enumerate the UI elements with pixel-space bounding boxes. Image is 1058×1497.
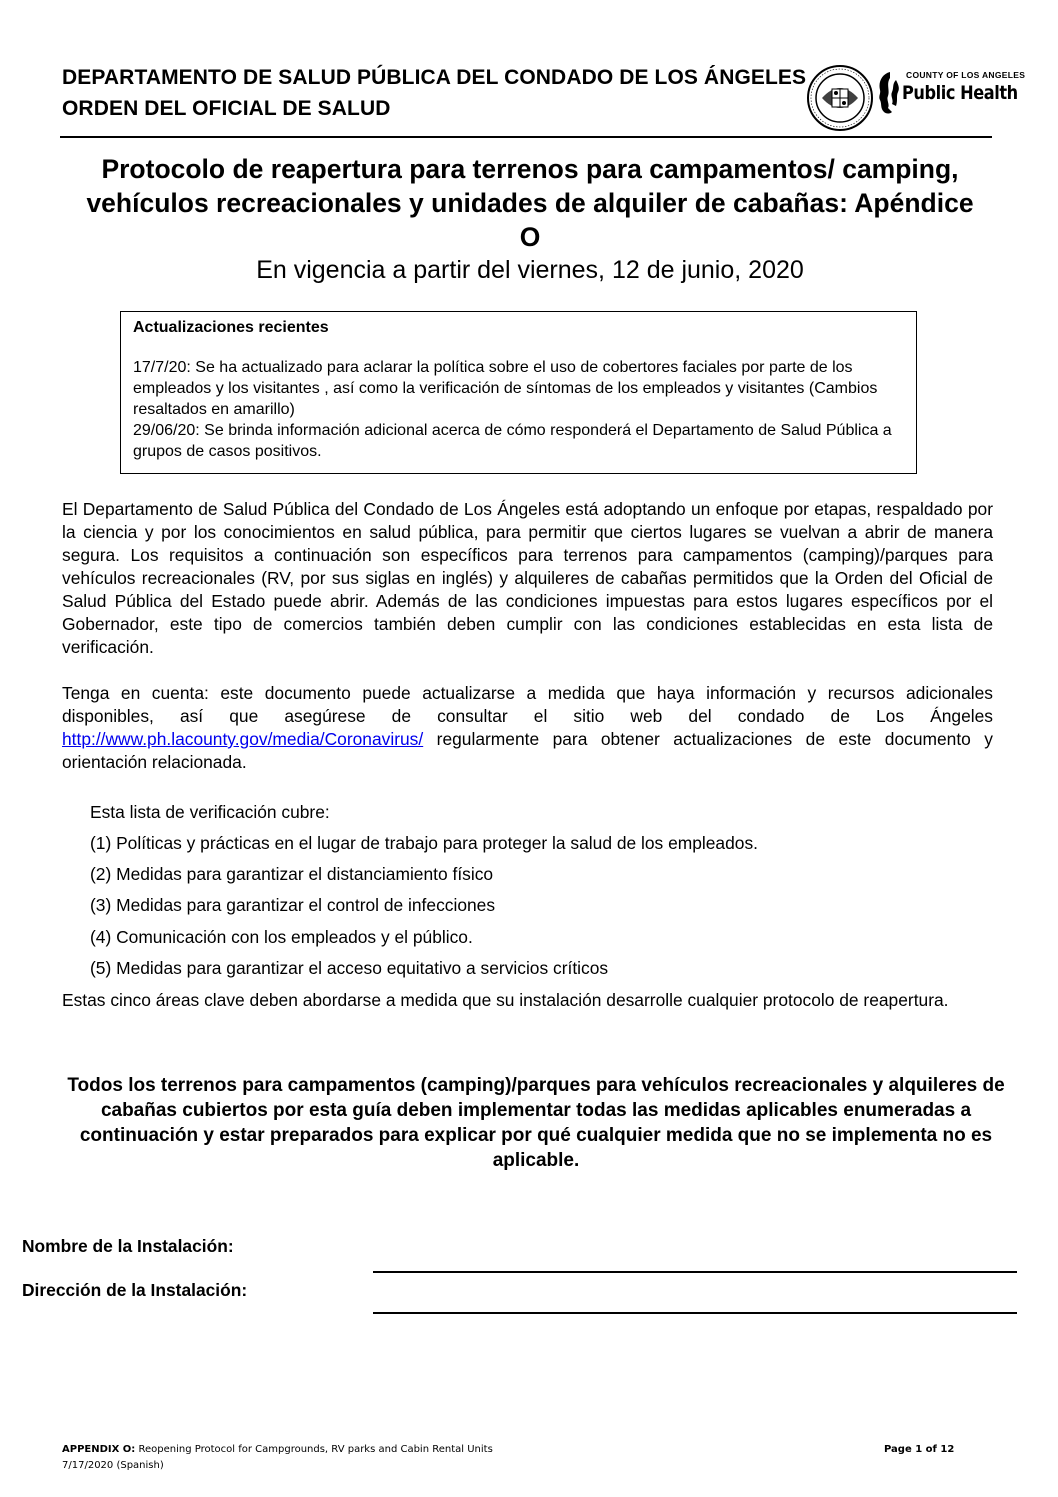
public-health-logo xyxy=(876,68,1032,118)
recent-updates-list xyxy=(133,357,913,462)
implementation-requirement-note: Todos los terrenos para campamentos (camping)/parques para vehículos recreacionales y alquileres de cabañas cubiertos por esta guía deben implementar todas las medidas aplicables enumeradas a continuación y estar preparados para explicar por qué cualquier medida que no se implementa no es aplicable. xyxy=(67,1075,1005,1171)
effective-date: En vigencia a partir del viernes, 12 de junio, 2020 xyxy=(256,256,804,284)
logo-county-text: COUNTY OF LOS ANGELES xyxy=(906,70,1026,80)
facility-address-label: Dirección de la Instalación: xyxy=(22,1280,248,1300)
coverage-item: (5) Medidas para garantizar el acceso equitativo a servicios críticos xyxy=(90,958,609,978)
facility-name-field[interactable] xyxy=(373,1271,1017,1273)
footer-date: 7/17/2020 (Spanish) xyxy=(62,1460,164,1471)
footer-appendix-title: Reopening Protocol for Campgrounds, RV parks and Cabin Rental Units xyxy=(135,1444,493,1455)
header-order: ORDEN DEL OFICIAL DE SALUD xyxy=(62,97,391,120)
coverage-item: (3) Medidas para garantizar el control de infecciones xyxy=(90,895,496,915)
footer-appendix-label: APPENDIX O: xyxy=(62,1444,136,1455)
note-text-before: Tenga en cuenta: este documento puede actualizarse a medida que haya información y recursos adicionales disponibles, así que asegúrese de consultar el sitio web del condado de Los Ángeles xyxy=(62,683,993,726)
key-areas-paragraph: Estas cinco áreas clave deben abordarse a medida que su instalación desarrolle cualquier protocolo de reapertura. xyxy=(62,990,949,1010)
recent-updates-heading: Actualizaciones recientes xyxy=(133,319,329,336)
header-divider xyxy=(60,136,992,138)
website-note-paragraph xyxy=(62,682,993,774)
document-title: Protocolo de reapertura para terrenos para campamentos/ camping, vehículos recreacionales y unidades de alquiler de cabañas: Apéndice O xyxy=(86,154,974,252)
recent-updates-box xyxy=(120,311,917,474)
coverage-intro: Esta lista de verificación cubre: xyxy=(90,802,330,822)
logo-name-text: Public Health xyxy=(902,82,1018,104)
county-seal-icon xyxy=(806,64,874,132)
page-number: Page 1 of 12 xyxy=(884,1444,955,1455)
coronavirus-link[interactable]: http://www.ph.lacounty.gov/media/Coronavirus/ xyxy=(62,729,424,749)
header-department: DEPARTAMENTO DE SALUD PÚBLICA DEL CONDADO DE LOS ÁNGELES xyxy=(62,66,807,89)
facility-name-label: Nombre de la Instalación: xyxy=(22,1236,234,1256)
intro-paragraph: El Departamento de Salud Pública del Condado de Los Ángeles está adoptando un enfoque por etapas, respaldado por la ciencia y por los conocimientos en salud pública, para permitir que ciertos lugares se vuelvan a abrir de manera segura. Los requisitos a continuación son específicos para terrenos para campamentos (camping)/parques para vehículos recreacionales (RV, por sus siglas en inglés) y alquileres de cabañas permitidos que la Orden del Oficial de Salud Pública del Estado puede abrir. Además de las condiciones impuestas para estos lugares específicos por el Gobernador, este tipo de comercios también deben cumplir con las condiciones establecidas en esta lista de verificación. xyxy=(62,499,993,657)
facility-address-field[interactable] xyxy=(373,1312,1017,1314)
footer-appendix xyxy=(62,1444,493,1455)
profile-silhouette-icon xyxy=(876,70,902,116)
note-text-after: regularmente para obtener actualizaciones de este documento y orientación relacionada. xyxy=(62,729,993,772)
coverage-item: (2) Medidas para garantizar el distanciamiento físico xyxy=(90,864,494,884)
coverage-item: (1) Políticas y prácticas en el lugar de trabajo para proteger la salud de los empleados. xyxy=(90,833,758,853)
coverage-item: (4) Comunicación con los empleados y el público. xyxy=(90,927,473,947)
update-entry: 29/06/20: Se brinda información adicional acerca de cómo responderá el Departamento de Salud Pública a grupos de casos positivos. xyxy=(133,422,892,460)
update-entry: 17/7/20: Se ha actualizado para aclarar la política sobre el uso de cobertores faciales por parte de los empleados y los visitantes , así como la verificación de síntomas de los empleados y visitantes (Cambios resaltados en amarillo) xyxy=(133,359,878,418)
